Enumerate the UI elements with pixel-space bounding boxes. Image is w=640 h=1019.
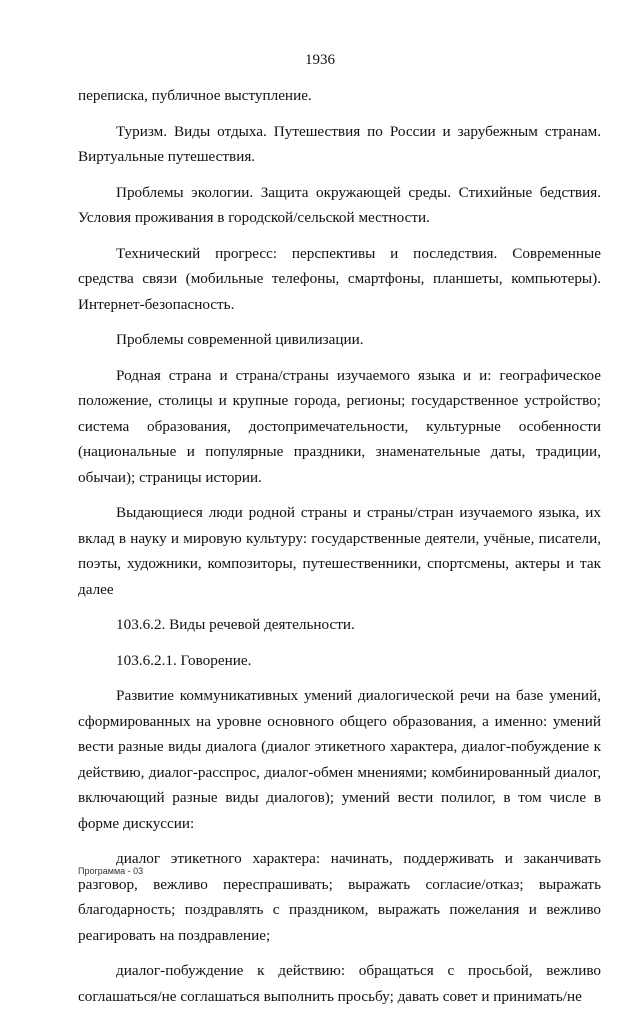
paragraph-ecology: Проблемы экологии. Защита окружающей среды. Стихийные бедствия. Условия проживания в городской/сельской местности.	[78, 183, 601, 226]
paragraph-dialogue-skills: Развитие коммуникативных умений диалогической речи на базе умений, сформированных на уровне основного общего образования, а именно: умений вести разные виды диалога (диалог этикетного характера, диалог-побуждение к действию, диалог-расспрос, диалог-обмен мнениями; комбинированный диалог, включающий разные виды диалогов); умений вести полилог, в том числе в форме дискуссии:	[78, 687, 601, 832]
paragraph-continuation: переписка, публичное выступление.	[78, 87, 312, 104]
section-heading-speech-activity: 103.6.2. Виды речевой деятельности.	[116, 616, 355, 633]
paragraph-incentive-dialogue: диалог-побуждение к действию: обращаться с просьбой, вежливо соглашаться/не соглашаться выполнить просьбу; давать совет и принимать/не	[78, 962, 601, 1005]
paragraph-technical-progress: Технический прогресс: перспективы и последствия. Современные средства связи (мобильные телефоны, смартфоны, планшеты, компьютеры). Интернет-безопасность.	[78, 244, 601, 313]
section-heading-speaking: 103.6.2.1. Говорение.	[116, 651, 252, 669]
page-footer: Программа - 03	[78, 866, 144, 876]
page-number: 1936	[305, 52, 335, 68]
paragraph-outstanding-people: Выдающиеся люди родной страны и страны/стран изучаемого языка, их вклад в науку и мировую культуру: государственные деятели, учёные, писатели, поэты, художники, композиторы, путешественники, спортсмены, актеры и так далее	[78, 504, 601, 598]
paragraph-civilization: Проблемы современной цивилизации.	[116, 331, 364, 348]
paragraph-etiquette-dialogue: диалог этикетного характера: начинать, поддерживать и заканчивать разговор, вежливо переспрашивать; выражать согласие/отказ; выражать благодарность; поздравлять с праздником, выражать пожелания и вежливо реагировать на поздравление;	[78, 850, 601, 944]
document-body	[78, 83, 601, 1019]
paragraph-tourism: Туризм. Виды отдыха. Путешествия по России и зарубежным странам. Виртуальные путешествия.	[78, 122, 601, 165]
paragraph-native-country: Родная страна и страна/страны изучаемого языка и и: географическое положение, столицы и крупные города, регионы; государственное устройство; система образования, достопримечательности, культурные особенности (национальные и популярные праздники, знаменательные даты, традиции, обычаи); страницы истории.	[78, 366, 601, 486]
